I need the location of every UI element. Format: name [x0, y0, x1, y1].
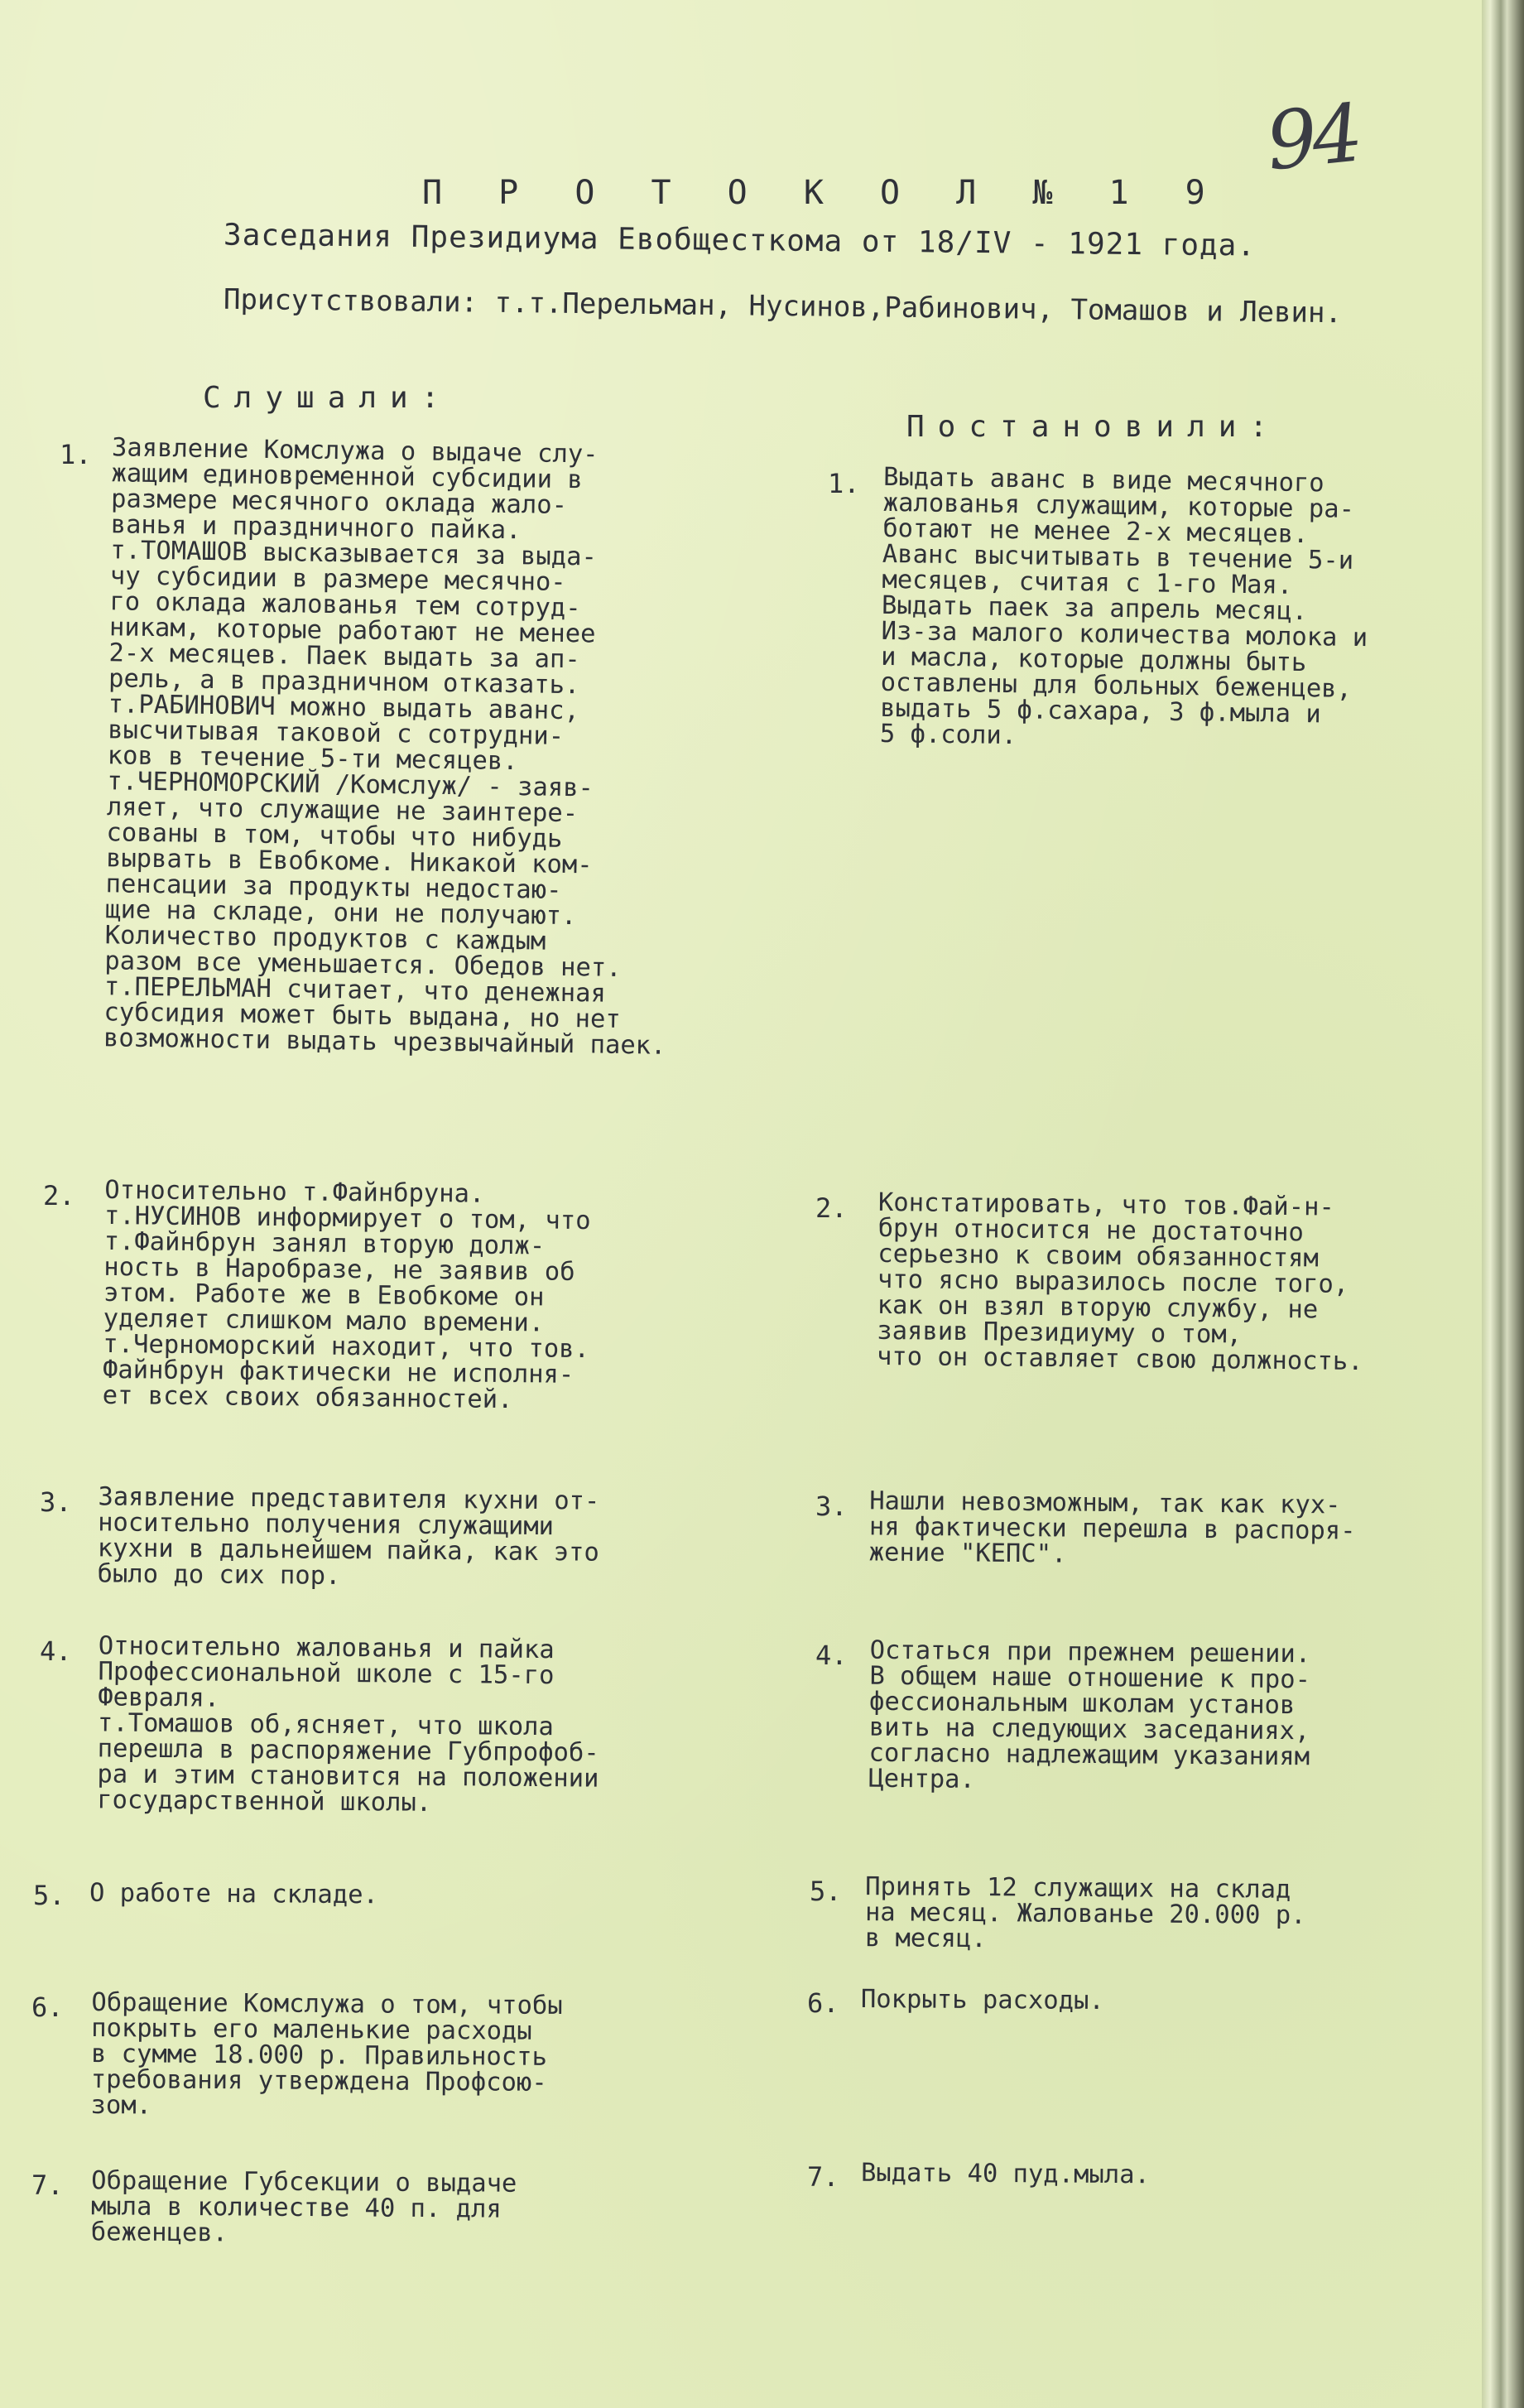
item-4-number: 4.	[40, 1635, 72, 1667]
attendees-line: Присутствовали: т.т.Перельман, Нусинов,Рабинович, Томашов и Левин.	[223, 282, 1343, 330]
item-4-resolved: Остаться при прежнем решении. В общем наше отношение к про- фессиональным школам установ вить на следующих заседаниях, согласно надлежащим указаниям Центра.	[868, 1635, 1311, 1794]
item-3-resolved: Нашли невозможным, так как кух- ня фактически перешла в распоря- жение "КЕПС".	[868, 1486, 1356, 1569]
item-2-resolved: Констатировать, что тов.Фай-н- брун относится не достаточно серьезно к своим обязанностям что ясно выразилось после того, как он взял вторую службу, не заявив Президиуму о том, что он оставляет свою должность.	[876, 1187, 1363, 1377]
meeting-subtitle: Заседания Президиума Евобщесткома от 18/IV - 1921 года.	[223, 218, 1257, 263]
heard-heading: Слушали:	[203, 381, 453, 415]
item-5-resolved-number: 5.	[810, 1876, 842, 1907]
item-3-number: 3.	[40, 1486, 72, 1518]
page-edge-stack	[1482, 0, 1524, 2408]
folio-number: 94	[1262, 86, 1363, 189]
item-5-heard: О работе на складе.	[89, 1878, 379, 1910]
item-7-heard: Обращение Губсекции о выдаче мыла в количестве 40 п. для беженцев.	[90, 2166, 517, 2248]
item-4-heard: Относительно жалованья и пайка Профессиональной школе с 15-го Февраля. т.Томашов об,ясняет, что школа перешла в распоряжение Губпрофоб- ра и этим становится на положении государственной школы.	[97, 1631, 599, 1818]
item-2-resolved-number: 2.	[815, 1192, 848, 1224]
protocol-title: П Р О Т О К О Л № 1 9	[422, 174, 1224, 212]
item-2-number: 2.	[43, 1180, 75, 1211]
item-5-resolved: Принять 12 служащих на склад на месяц. Жалованье 20.000 р. в месяц.	[864, 1872, 1306, 1954]
item-6-resolved-number: 6.	[807, 1987, 839, 2019]
item-4-resolved-number: 4.	[815, 1640, 848, 1671]
item-1-heard: Заявление Комслужа о выдаче слу- жащим единовременной субсидии в размере месячного оклада жало- ванья и праздничного пайка. т.ТОМАШОВ высказывается за выда- чу субсидии в размере месячно- го оклада жалованья тем сотруд- никам, которые работают не менее 2-х месяцев. Паек выдать за ап- рель, а в праздничном отказать. т.РАБИНОВИЧ можно выдать аванс, высчитывая таковой с сотрудни- ков в течение 5-ти месяцев. т.ЧЕРНОМОРСКИЙ /Комслуж/ - заяв- ляет, что служащие не заинтере- сованы в том, чтобы что нибудь вырвать в Евобкоме. Никакой ком- пенсации за продукты недостаю- щие на складе, они не получают. Количество продуктов с каждым разом все уменьшается. Обедов нет. т.ПЕРЕЛЬМАН считает, что денежная субсидия может быть выдана, но нет возможности выдать чрезвычайный паек.	[103, 433, 666, 1061]
item-6-resolved: Покрыть расходы.	[860, 1984, 1104, 2016]
item-6-heard: Обращение Комслужа о том, чтобы покрыть его маленькие расходы в сумме 18.000 р. Правильность требования утверждена Профсою- зом.	[90, 1988, 563, 2121]
item-7-resolved-number: 7.	[807, 2161, 839, 2193]
item-6-number: 6.	[31, 1991, 64, 2023]
item-3-heard: Заявление представителя кухни от- носительно получения служащими кухни в дальнейшем пайка, как это было до сих пор.	[97, 1482, 600, 1591]
item-1-number: 1.	[60, 439, 92, 470]
item-2-heard: Относительно т.Файнбруна. т.НУСИНОВ информирует о том, что т.Файнбрун занял вторую долж- ность в Наробразе, не заявив об этом. Работе же в Евобкоме он уделяет слишком мало времени. т.Черноморский находит, что тов. Файнбрун фактически не исполня- ет всех своих обязанностей.	[102, 1175, 591, 1415]
item-5-number: 5.	[33, 1880, 65, 1911]
item-1-resolved: Выдать аванс в виде месячного жалованья служащим, которые ра- ботают не менее 2-х месяцев. Аванс высчитывать в течение 5-и месяцев, считая с 1-го Мая. Выдать паек за апрель месяц. Из-за малого количества молока и и масла, которые должны быть оставлены для больных беженцев, выдать 5 ф.сахара, 3 ф.мыла и 5 ф.соли.	[879, 462, 1368, 751]
item-7-number: 7.	[31, 2170, 64, 2201]
resolved-heading: Постановили:	[906, 410, 1281, 444]
item-3-resolved-number: 3.	[815, 1491, 848, 1522]
item-7-resolved: Выдать 40 пуд.мыла.	[860, 2158, 1151, 2190]
item-1-resolved-number: 1.	[828, 468, 860, 499]
